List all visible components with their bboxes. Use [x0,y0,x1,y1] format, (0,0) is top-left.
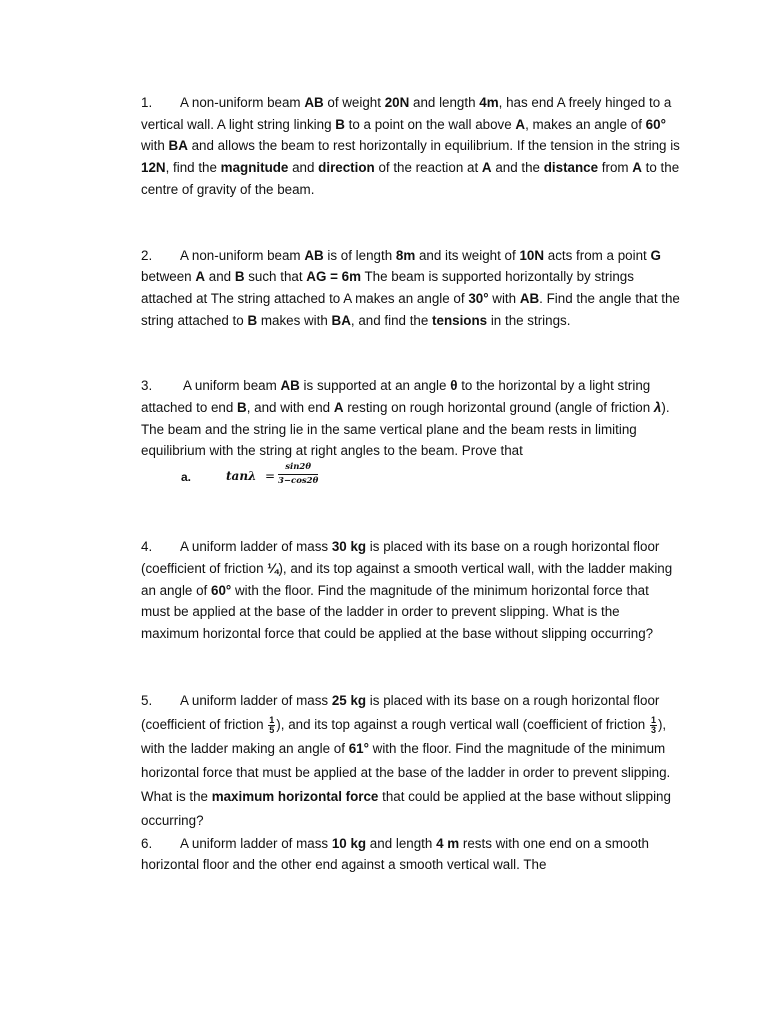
text-run: ), and its top against a rough vertical wall (coefficient of friction [276,716,649,732]
question-text [141,248,680,328]
text-run: of the reaction at [374,160,482,176]
text-run: ), with the ladder making an angle of [141,716,667,756]
text-run: makes with [257,312,332,328]
fraction-numerator: 1 [269,714,275,725]
bold-term: 30 kg [331,539,367,555]
bold-term: 60° [211,582,232,598]
text-run: The beam is supported horizontally by strings attached at The string attached to A makes an angle of [141,269,634,306]
text-run: between [141,269,196,285]
bold-term: 30° [468,290,489,306]
text-run: and length [409,95,480,110]
question-number: 5. [141,692,153,708]
question-2 [141,245,681,332]
text-run: resting on rough horizontal ground (angle of friction [343,400,654,416]
text-run: , has end A freely hinged to a vertical wall. A light string linking [141,95,672,132]
text-run: A uniform beam [180,378,281,394]
question-6 [141,833,681,876]
question-number: 1. [141,95,153,110]
bold-term: G [650,247,661,263]
fraction-numerator: 1 [650,714,656,725]
formula-denominator: 3−cos2θ [278,476,319,487]
text-run: with [141,138,169,154]
bold-term: B [234,269,245,285]
question-number: 2. [141,247,153,263]
text-run: , and with end [246,400,334,416]
text-run: is of length [323,247,396,263]
text-run: with the floor. Find the magnitude of the minimum horizontal force that must be applied at the base of the ladder in order to prevent slipping. What is the [141,740,671,804]
bold-term: A [195,269,206,285]
text-run: that could be applied at the base without slipping occurring? [141,788,671,828]
text-run: ). The beam and the string lie in the same vertical plane and the beam rests in limiting equilibrium with the string at right angles to the beam. Prove that [141,400,670,459]
question-number: 4. [141,539,153,555]
bold-term: A [632,160,642,176]
bold-term: tensions [432,312,488,328]
text-run: , makes an angle of [525,116,646,132]
bold-term: B [237,400,247,416]
text-run: A non-uniform beam [180,247,305,263]
question-text [141,95,680,197]
text-run: ), and its top against a smooth vertical wall, with the ladder making an angle of [141,560,673,598]
text-run: to a point on the wall above [344,116,516,132]
text-run: in the strings. [487,312,571,328]
text-run: is supported at an angle [299,378,451,394]
formula-lhs: tanλ [226,469,257,484]
text-run: rests with one end on a smooth horizontal floor and the other end against a smooth vertical wall. The [141,835,649,873]
text-run: and allows the beam to rest horizontally in equilibrium. If the tension in the string is [187,138,680,154]
text-run: A uniform ladder of mass [180,692,332,708]
bold-term: AB [519,290,540,306]
fraction-denominator: 5 [269,724,275,735]
text-run: A uniform ladder of mass [180,835,332,851]
formula-numerator: sin2θ [278,462,318,475]
bold-term: B [247,312,258,328]
bold-term: A [333,400,344,416]
bold-term: A [481,160,492,176]
bold-term: magnitude [220,160,289,176]
bold-term: distance [543,160,599,176]
question-text [141,539,672,641]
text-run: of weight [323,95,385,110]
bold-term: 8m [395,247,416,263]
text-run: and the [491,160,544,176]
bold-term: AB [304,95,324,110]
question-text [141,378,670,458]
fraction [650,716,657,735]
bold-term: 12N [141,160,166,176]
bold-term: λ [653,400,662,416]
text-run: such that [244,269,307,285]
text-run: , and find the [350,312,433,328]
text-run: A non-uniform beam [180,95,305,110]
bold-term: maximum horizontal force [211,788,379,804]
bold-term: AB [304,247,324,263]
text-run: A uniform ladder of mass [180,539,332,555]
text-run: is placed with its base on a rough horizontal floor (coefficient of friction [141,692,660,732]
question-1 [141,92,681,201]
bold-term: θ [450,378,458,394]
formula-tan-lambda [141,462,681,492]
text-run: and [288,160,319,176]
text-run: with [488,290,520,306]
bold-term: BA [331,312,351,328]
bold-term: 61° [348,740,369,756]
text-run: with the floor. Find the magnitude of the minimum horizontal force that must be applied at the base of the ladder in order to prevent slipping. What is the maximum horizontal force that could be applied at the base without slipping occurring? [141,582,654,641]
bold-term: direction [318,160,375,176]
bold-term: AG = 6m [306,269,361,285]
text-run: to the horizontal by a light string attached to end [141,378,651,416]
text-run: and length [366,835,437,851]
formula-fraction [278,462,318,487]
bold-term: 60° [645,116,666,132]
bold-term: BA [168,138,188,154]
document-page [141,92,681,876]
question-number: 3. [141,378,153,394]
text-run: . Find the angle that the string attached to [141,290,680,328]
question-text [141,836,649,873]
question-3 [141,375,681,462]
bold-term: AB [280,378,300,394]
bold-term: 4m [479,95,499,110]
question-4 [141,536,681,645]
fraction [268,716,275,735]
text-run: is placed with its base on a rough horizontal floor (coefficient of friction [141,539,660,576]
formula-label: a. [181,470,192,485]
text-run: and its weight of [415,247,520,263]
bold-term: 10N [519,247,545,263]
question-text [141,693,671,828]
text-run: , find the [165,160,221,176]
bold-term: ¼ [267,560,279,576]
bold-term: 10 kg [331,835,367,851]
bold-term: 25 kg [331,692,367,708]
formula-equals: = [265,469,276,484]
text-run: and [205,269,235,285]
bold-term: 4 m [436,835,460,851]
bold-term: 20N [384,95,410,110]
bold-term: A [515,116,526,132]
question-number: 6. [141,835,153,851]
bold-term: B [335,116,345,132]
text-run: to the centre of gravity of the beam. [141,160,680,197]
text-run: from [598,160,633,176]
text-run: acts from a point [544,247,651,263]
fraction-denominator: 3 [650,724,656,735]
question-5 [141,689,681,833]
